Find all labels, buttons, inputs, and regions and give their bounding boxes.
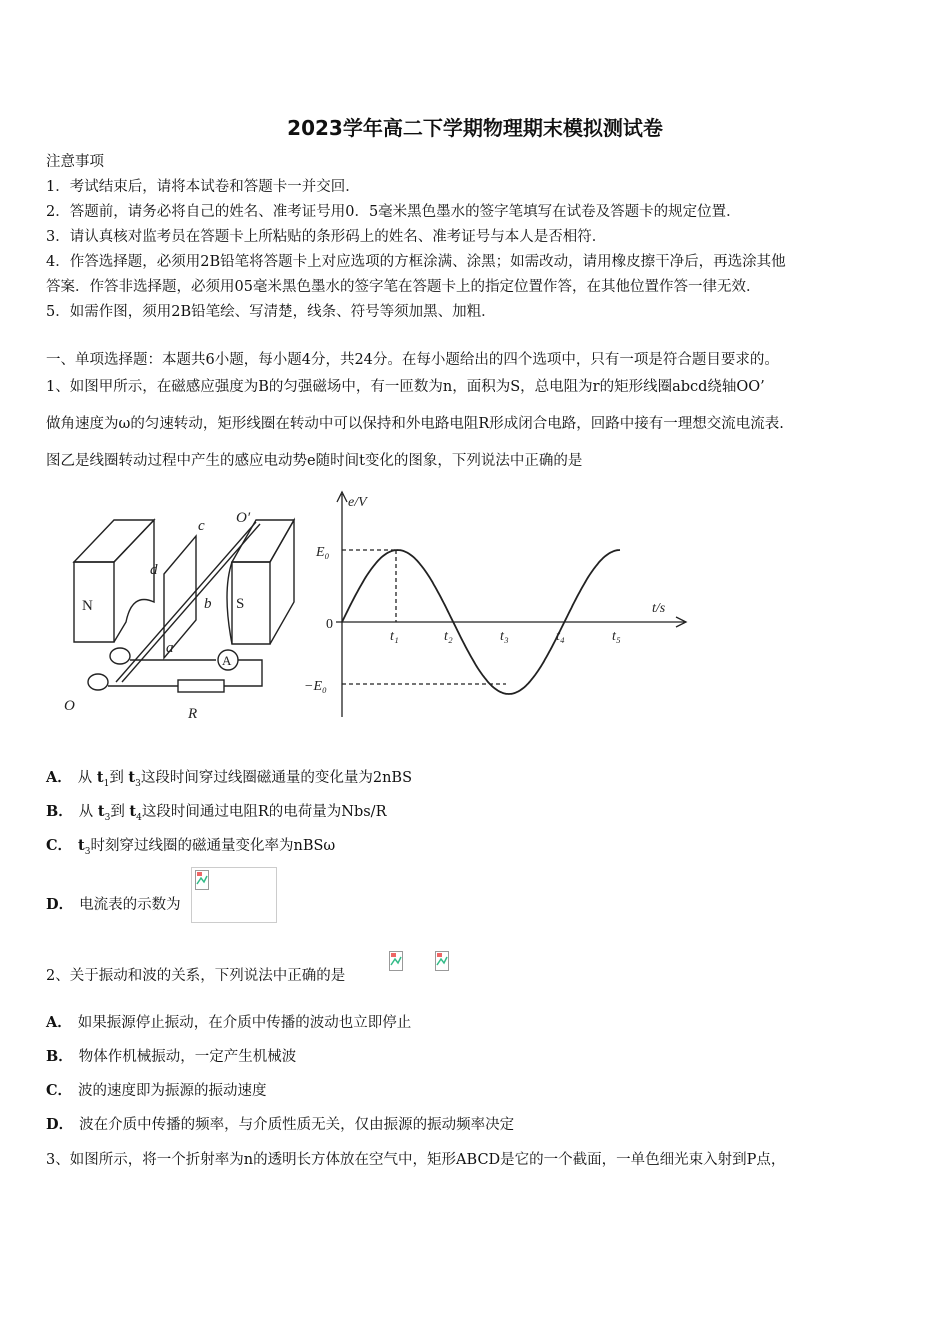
question-1-figure [46,482,696,732]
option-text: 物体作机械振动，一定产生机械波 [78,1049,297,1065]
label-b: b [204,596,212,612]
option-text: 如果振源停止振动，在介质中传播的波动也立即停止 [77,1015,412,1031]
question-3-stem: 3、如图所示，将一个折射率为n的透明长方体放在空气中，矩形ABCD是它的一个截面，一单色细光束入射到P点， [46,1152,786,1168]
q1-option-b [46,802,387,828]
question-1-line: 图乙是线圈转动过程中产生的感应电动势e随时间t变化的图象，下列说法中正确的是 [46,453,583,469]
e-axis-label: e/V [348,495,367,510]
t-axis-label: t/s [652,601,666,616]
option-text: 3 [104,812,111,823]
q1-option-c [46,836,335,862]
magnet-n-side [114,520,154,642]
broken-image-icon [435,951,449,971]
option-text: t [97,803,105,820]
t4-label: t₄ [556,629,565,644]
q2-option-d [46,1115,514,1135]
section-heading: 一、单项选择题：本题共6小题，每小题4分，共24分。在每小题给出的四个选项中，只有一项是符合题目要求的。 [46,352,779,368]
option-text: 3 [84,846,91,857]
option-label: A． [46,1014,72,1031]
generator-diagram [74,520,294,692]
option-text: 这段时间通过电阻R的电荷量为Nbs/R [141,804,387,820]
label-s: S [236,596,245,612]
notice-item: 4．作答选择题，必须用2B铅笔将答题卡上对应选项的方框涂满、涂黑；如需改动，请用橡皮擦干净后，再选涂其他 [46,254,786,270]
notice-item: 答案．作答非选择题，必须用05毫米黑色墨水的签字笔在答题卡上的指定位置作答，在其他位置作答一律无效． [46,279,761,295]
formula-image [191,867,277,923]
e0-label: E₀ [316,545,330,560]
label-c: c [198,518,205,534]
option-label: A． [46,769,72,786]
option-text: 到 [109,770,124,786]
option-text: 从 [77,770,93,786]
page-title: 2023学年高二下学期物理期末模拟测试卷 [287,116,663,140]
option-text: 时刻穿过线圈的磁通量变化率为nBSω [90,838,336,854]
notice-item: 3．请认真核对监考员在答题卡上所粘贴的条形码上的姓名、准考证号与本人是否相符． [46,229,607,245]
option-label: D． [46,896,74,913]
option-text: t [96,769,104,786]
magnet-n-top [74,520,154,562]
t2-label: t₂ [444,629,453,644]
notice-item: 2．答题前，请务必将自己的姓名、准考证号用0．5毫米黑色墨水的签字笔填写在试卷及答题卡的规定位置． [46,204,741,220]
q1-option-d [46,895,181,915]
notice-item: 1．考试结束后，请将本试卷和答题卡一并交回． [46,179,360,195]
q2-option-b [46,1047,296,1067]
option-text: 电流表的示数为 [79,897,181,913]
magnet-n-front [74,562,114,642]
option-text: 这段时间穿过线圈磁通量的变化量为2nBS [140,770,413,786]
label-a: a [166,640,174,656]
slip-ring-1 [110,648,130,664]
magnet-s-side [270,520,294,644]
option-text: 到 [110,804,125,820]
et-graph [336,492,686,717]
label-o: O [64,698,75,714]
origin-label: 0 [326,617,333,632]
t3-label: t₃ [500,629,509,644]
magnet-s-face [227,562,232,644]
option-label: C． [46,1082,73,1099]
label-r: R [188,706,198,722]
option-text: t [78,837,85,854]
option-label: B． [46,1048,73,1065]
q1-option-a [46,768,412,794]
q2-option-c [46,1081,267,1101]
option-text: 4 [136,812,142,823]
question-1-line: 做角速度为ω的匀速转动，矩形线圈在转动中可以保持和外电路电阻R形成闭合电路，回路中接有一理想交流电流表. [46,416,784,432]
option-text: t [129,803,137,820]
option-text: 波的速度即为振源的振动速度 [78,1083,267,1099]
resistor [178,680,224,692]
label-o-prime: O′ [236,510,251,526]
question-2-stem: 2、关于振动和波的关系，下列说法中正确的是 [46,968,346,984]
broken-image-icon [389,951,403,971]
q2-option-a [46,1013,411,1033]
magnet-s-top [232,520,294,562]
option-label: C． [46,837,73,854]
broken-image-icon [195,870,209,890]
label-n: N [82,598,93,614]
label-d: d [150,562,158,578]
t1-label: t₁ [390,629,399,644]
notice-heading: 注意事项 [46,154,104,170]
option-text: 1 [103,778,110,789]
option-label: B． [46,803,73,820]
label-ammeter: A [222,653,232,668]
slip-ring-2 [88,674,108,690]
notice-item: 5．如需作图，须用2B铅笔绘、写清楚，线条、符号等须加黑、加粗． [46,304,496,320]
option-text: 3 [135,778,141,789]
question-1-line: 1、如图甲所示，在磁感应强度为B的匀强磁场中，有一匝数为n，面积为S，总电阻为r的矩形线圈abcd绕轴OO’ [46,379,765,395]
t5-label: t₅ [612,629,621,644]
neg-e0-label: −E₀ [304,679,327,694]
option-text: 波在介质中传播的频率，与介质性质无关，仅由振源的振动频率决定 [79,1117,515,1133]
option-text: t [128,769,136,786]
option-label: D． [46,1116,74,1133]
option-text: 从 [78,804,94,820]
